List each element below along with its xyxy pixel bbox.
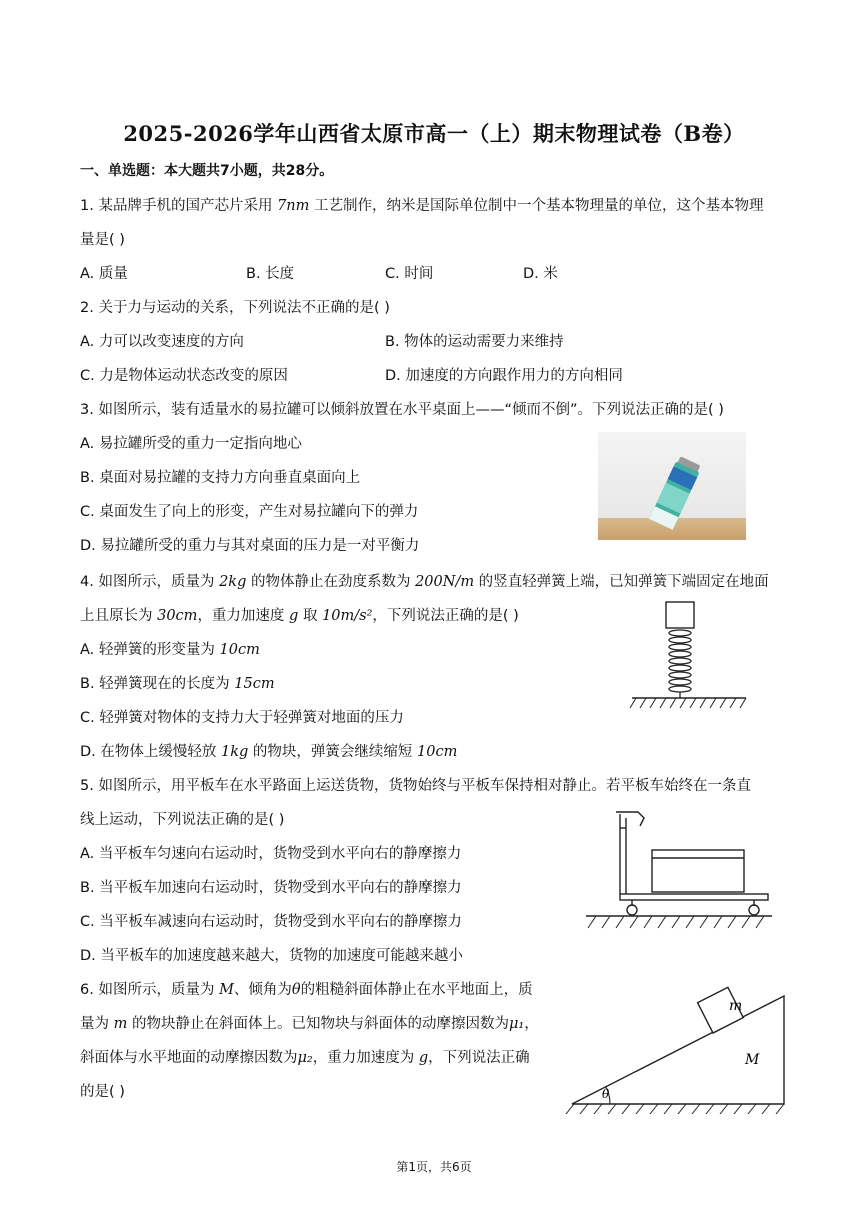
q4-option-c: C. 轻弹簧对物体的支持力大于轻弹簧对地面的压力 bbox=[80, 710, 404, 726]
cargo-box bbox=[652, 850, 744, 892]
q2-option-a: A. 力可以改变速度的方向 bbox=[80, 334, 244, 350]
q6-stem-line4: 的是( ) bbox=[80, 1084, 125, 1100]
q3-option-c: C. 桌面发生了向上的形变，产生对易拉罐向下的弹力 bbox=[80, 504, 419, 520]
q1-option-a: A. 质量 bbox=[80, 266, 128, 282]
cart-diagram bbox=[586, 808, 772, 934]
q6-text: 的粗糙斜面体静止在水平地面上，质 bbox=[300, 982, 533, 998]
q6-math: M bbox=[219, 982, 234, 998]
q4-option-text: A. 轻弹簧的形变量为 bbox=[80, 642, 220, 658]
q3-option-d: D. 易拉罐所受的重力与其对桌面的压力是一对平衡力 bbox=[80, 538, 420, 554]
q6-math: μ₂ bbox=[297, 1050, 313, 1066]
wheel bbox=[749, 905, 759, 915]
cart-deck bbox=[620, 894, 768, 900]
ground-hatch bbox=[566, 1104, 784, 1114]
q5-option-a: A. 当平板车匀速向右运动时，货物受到水平向右的静摩擦力 bbox=[80, 846, 462, 862]
q6-stem-line3 bbox=[80, 1046, 530, 1067]
q6-text: 斜面体与水平地面的动摩擦因数为 bbox=[80, 1050, 298, 1066]
q4-math: 10cm bbox=[219, 642, 260, 658]
q1-math: 7nm bbox=[277, 198, 310, 214]
q4-math: 30cm bbox=[157, 608, 198, 624]
q4-option-text: 的物块，弹簧会继续缩短 bbox=[248, 744, 418, 760]
block bbox=[666, 602, 694, 628]
page-title: 2025-2026学年山西省太原市高一（上）期末物理试卷（B卷） bbox=[123, 121, 745, 146]
q3-option-b: B. 桌面对易拉罐的支持力方向垂直桌面向上 bbox=[80, 470, 361, 486]
incline-diagram bbox=[562, 976, 792, 1114]
q4-text: 上且原长为 bbox=[80, 608, 158, 624]
q6-text: 的物块静止在斜面体上。已知物块与斜面体的动摩擦因数为 bbox=[127, 1016, 509, 1032]
q4-option-text: B. 轻弹簧现在的长度为 bbox=[80, 676, 235, 692]
q4-math: 1kg bbox=[221, 744, 249, 760]
q1-stem-line1 bbox=[80, 194, 764, 215]
q5-stem-line2: 线上运动，下列说法正确的是( ) bbox=[80, 812, 285, 828]
q5-stem-line1: 5. 如图所示，用平板车在水平路面上运送货物，货物始终与平板车保持相对静止。若平板车始终在一条直 bbox=[80, 778, 751, 794]
q4-option-b bbox=[80, 672, 275, 693]
q4-math: 10m/s² bbox=[322, 608, 373, 624]
q4-math: g bbox=[289, 608, 299, 624]
q4-math: 10cm bbox=[417, 744, 458, 760]
q6-stem-line2: 量为 m 的物块静止在斜面体上。已知物块与斜面体的动摩擦因数为μ₁， bbox=[80, 1016, 539, 1032]
can-photo bbox=[598, 432, 746, 540]
spring-diagram bbox=[628, 600, 750, 712]
page-footer: 第1页，共6页 bbox=[396, 1160, 472, 1174]
q4-stem-line2 bbox=[80, 604, 519, 625]
q5-option-c: C. 当平板车减速向右运动时，货物受到水平向右的静摩擦力 bbox=[80, 914, 462, 930]
q3-option-a: A. 易拉罐所受的重力一定指向地心 bbox=[80, 436, 302, 452]
q2-option-c: C. 力是物体运动状态改变的原因 bbox=[80, 368, 288, 384]
q4-text: 4. 如图所示，质量为 bbox=[80, 574, 220, 590]
spring bbox=[669, 630, 691, 698]
label-theta: θ bbox=[602, 1087, 610, 1101]
q4-stem-line1 bbox=[80, 570, 769, 591]
q1-stem-a: 1. 某品牌手机的国产芯片采用 bbox=[80, 198, 278, 214]
q4-option-text: D. 在物体上缓慢轻放 bbox=[80, 744, 221, 760]
q6-math: m bbox=[113, 1016, 128, 1032]
q6-text: 6. 如图所示，质量为 bbox=[80, 982, 220, 998]
q4-math: 200N/m bbox=[415, 574, 475, 590]
q4-text: ，重力加速度 bbox=[197, 608, 290, 624]
q1-option-c: C. 时间 bbox=[385, 266, 434, 282]
q1-option-b: B. 长度 bbox=[246, 266, 295, 282]
q4-math: 15cm bbox=[234, 676, 275, 692]
q6-text: ，重力加速度为 bbox=[312, 1050, 419, 1066]
q4-text: 的物体静止在劲度系数为 bbox=[246, 574, 416, 590]
q4-math: 2kg bbox=[219, 574, 247, 590]
q6-math: θ bbox=[291, 982, 301, 998]
q1-stem-b: 工艺制作，纳米是国际单位制中一个基本物理量的单位，这个基本物理 bbox=[309, 198, 764, 214]
q6-stem-line1 bbox=[80, 978, 533, 999]
q6-text: 、倾角为 bbox=[233, 982, 292, 998]
q4-option-d bbox=[80, 740, 457, 761]
q4-option-a bbox=[80, 638, 260, 659]
q2-option-d: D. 加速度的方向跟作用力的方向相同 bbox=[385, 368, 623, 384]
q1-stem-line2: 量是( ) bbox=[80, 232, 125, 248]
q5-option-b: B. 当平板车加速向右运动时，货物受到水平向右的静摩擦力 bbox=[80, 880, 462, 896]
q1-option-d: D. 米 bbox=[523, 266, 558, 282]
q6-text: 量为 bbox=[80, 1016, 114, 1032]
q6-text: ，下列说法正确 bbox=[428, 1050, 530, 1066]
ground-hatch bbox=[630, 698, 746, 708]
label-M: M bbox=[745, 1052, 760, 1068]
label-m: m bbox=[729, 998, 743, 1014]
q2-stem: 2. 关于力与运动的关系，下列说法不正确的是( ) bbox=[80, 300, 390, 316]
q4-text: 取 bbox=[298, 608, 323, 624]
q4-text: ，下列说法正确的是( ) bbox=[372, 608, 519, 624]
q5-option-d: D. 当平板车的加速度越来越大，货物的加速度可能越来越小 bbox=[80, 948, 463, 964]
q3-stem: 3. 如图所示，装有适量水的易拉罐可以倾斜放置在水平桌面上——“倾而不倒”。下列说法正确的是( ) bbox=[80, 402, 724, 418]
q4-text: 的竖直轻弹簧上端，已知弹簧下端固定在地面 bbox=[474, 574, 769, 590]
q2-option-b: B. 物体的运动需要力来维持 bbox=[385, 334, 564, 350]
section-heading: 一、单选题：本大题共7小题，共28分。 bbox=[80, 163, 334, 179]
wheel bbox=[627, 905, 637, 915]
q6-math: μ₁ bbox=[508, 1016, 525, 1032]
q6-math: g bbox=[418, 1050, 429, 1066]
road-hatch bbox=[588, 916, 764, 928]
